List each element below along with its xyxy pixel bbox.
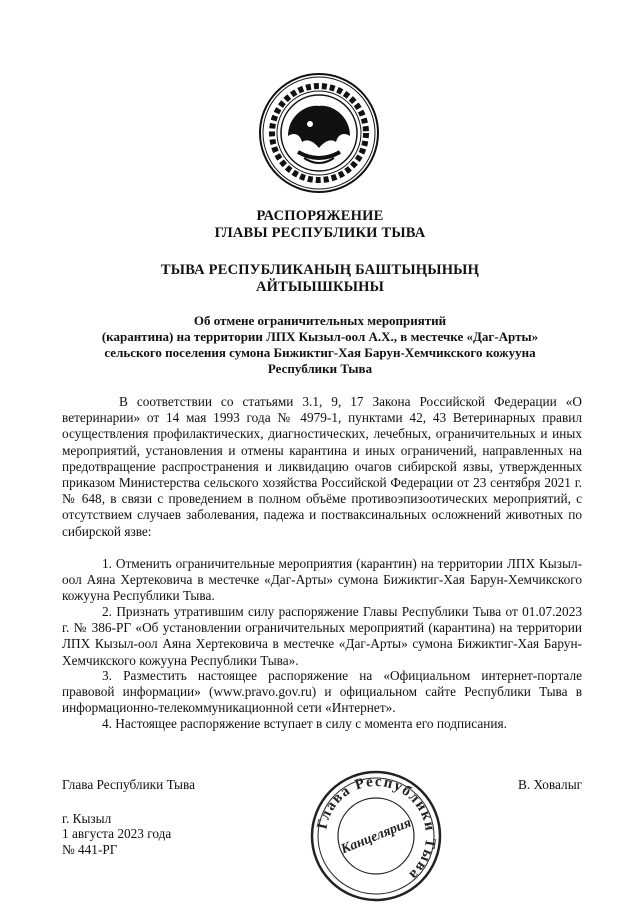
intro-paragraph: В соответствии со статьями 3.1, 9, 17 Закона Российской Федерации «О ветеринарии» от 14 мая 1993 года № 4979-1, пунктами 42, 43 Ветеринарных правил осуществления профилактических, диагностических, лечебных, ограничительных и иных мероприятий, установления и отмены карантина и иных ограничений, направленных на предотвращение распространения и ликвидацию очагов сибирской язвы, утвержденных приказом Министерства сельского хозяйства Российской Федерации от 23 сентября 2021 г. № 648, в связи с проведением в полном объёме противоэпизоотических мероприятий, с отсутствием случаев заболевания, падежа и постваксинальных осложнений животных по сибирской язве: xyxy=(62,394,582,539)
tuvan-heading xyxy=(0,262,640,296)
heading-line-2: ГЛАВЫ РЕСПУБЛИКИ ТЫВА xyxy=(214,225,426,241)
coat-of-arms-emblem xyxy=(258,72,380,194)
title-line-1: Об отмене ограничительных мероприятий xyxy=(193,313,447,328)
title-line-4: Республики Тыва xyxy=(267,361,373,376)
signatory-title: Глава Республики Тыва xyxy=(62,777,195,792)
document-title xyxy=(80,313,560,377)
tuvan-line-2: АЙТЫЫШКЫНЫ xyxy=(255,279,385,295)
title-line-2: (карантина) на территории ЛПХ Кызыл-оол А.Х., в местечке «Даг-Арты» xyxy=(101,329,539,344)
heading-line-1: РАСПОРЯЖЕНИЕ xyxy=(256,208,384,224)
signatory-name: В. Ховалыг xyxy=(518,777,583,792)
round-seal-stamp xyxy=(308,768,444,904)
title-line-3: сельского поселения сумона Бижиктиг-Хая Барун-Хемчикского кожууна xyxy=(104,345,536,360)
document-type-heading xyxy=(0,208,640,242)
document-number: № 441-РГ xyxy=(62,842,118,857)
stamp-center-text: Канцелярия xyxy=(338,815,414,858)
item-1: 1. Отменить ограничительные мероприятия (карантин) на территории ЛПХ Кызыл-оол Аяна Хертековича в местечке «Даг-Арты» сумона Бижиктиг-Хая Барун-Хемчикского кожууна Республики Тыва. xyxy=(62,556,582,604)
tuvan-line-1: ТЫВА РЕСПУБЛИКАНЫҢ БАШТЫҢЫНЫҢ xyxy=(160,262,480,278)
issue-place: г. Кызыл xyxy=(62,811,112,826)
issue-date: 1 августа 2023 года xyxy=(62,826,172,841)
item-3: 3. Разместить настоящее распоряжение на «Официальном интернет-портале правовой информации» (www.pravo.gov.ru) и официальном сайте Республики Тыва в информационно-телекоммуникационной сети «Интернет». xyxy=(62,668,582,716)
item-4: 4. Настоящее распоряжение вступает в силу с момента его подписания. xyxy=(102,716,507,731)
item-2: 2. Признать утратившим силу распоряжение Главы Республики Тыва от 01.07.2023 г. № 386-РГ «Об установлении ограничительных мероприятий (карантина) на территории ЛПХ Кызыл-оол Аяна Хертековича в местечке «Даг-Арты» сумона Бижиктиг-Хая Барун-Хемчикского кожууна Республики Тыва». xyxy=(62,604,582,668)
stamp-ring-text: Глава Республики Тыва xyxy=(314,773,439,884)
